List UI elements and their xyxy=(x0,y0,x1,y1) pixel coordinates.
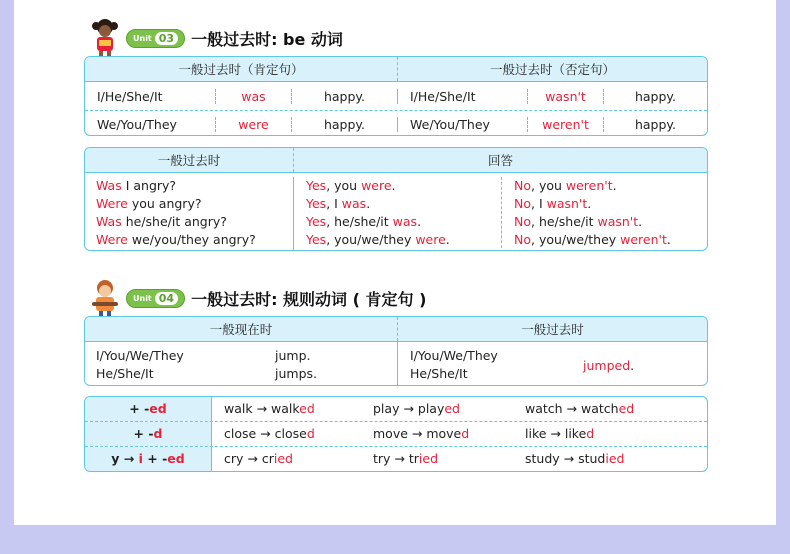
answer-line: No, you/we/they weren't. xyxy=(514,232,671,247)
regular-verbs-table xyxy=(84,316,708,386)
past-verb: jumped. xyxy=(583,357,635,373)
questions-column xyxy=(85,177,293,249)
answer-line: No, you weren't. xyxy=(514,178,617,193)
be-questions-table xyxy=(84,147,708,251)
question-header: 一般过去时 xyxy=(157,153,221,168)
answer-line: Yes, you/we/they were. xyxy=(306,232,450,247)
example-word: play → played xyxy=(373,401,460,416)
qa-body xyxy=(85,173,707,251)
example-word: walk → walked xyxy=(211,397,361,421)
affirmative-header: 一般过去时（肯定句） xyxy=(178,62,304,77)
answer-line: Yes, I was. xyxy=(306,196,371,211)
past-subjects: I/You/We/They He/She/It xyxy=(397,342,583,386)
answer-line: Yes, he/she/it was. xyxy=(306,214,422,229)
girl-avatar-icon xyxy=(88,18,122,58)
example-word: watch → watched xyxy=(525,401,635,416)
question-line: Were you angry? xyxy=(96,196,202,211)
table-row: We/You/They were happy. We/You/They weren't happy. xyxy=(85,110,707,136)
unit03-title: 一般过去时: be 动词 xyxy=(191,29,343,49)
present-subjects: I/You/We/They He/She/It xyxy=(96,348,184,381)
present-verbs: jump. jumps. xyxy=(275,348,317,381)
table-row xyxy=(85,421,707,446)
example-word: move → moved xyxy=(373,426,470,441)
table-row xyxy=(85,342,707,386)
example-word: like → liked xyxy=(525,426,595,441)
question-line: Was I angry? xyxy=(96,178,177,193)
example-word: close → closed xyxy=(211,422,361,446)
answer-line: No, I wasn't. xyxy=(514,196,592,211)
spelling-rules-table xyxy=(84,396,708,472)
boy-avatar-icon xyxy=(88,278,122,318)
rule-label: y → i + -ed xyxy=(85,447,211,471)
past-header: 一般过去时 xyxy=(397,317,707,341)
page xyxy=(14,0,776,525)
unit04-title: 一般过去时: 规则动词 ( 肯定句 ) xyxy=(191,289,427,309)
no-answers-column xyxy=(501,177,707,251)
answer-line: Yes, you were. xyxy=(306,178,396,193)
table-row: I/He/She/It was happy. I/He/She/It wasn't happy. xyxy=(85,82,707,110)
answer-header: 回答 xyxy=(293,148,707,172)
question-line: Were we/you/they angry? xyxy=(96,232,256,247)
table-row xyxy=(85,446,707,471)
answer-line: No, he/she/it wasn't. xyxy=(514,214,643,229)
unit03-badge: Unit 03 xyxy=(126,29,185,48)
example-word: try → tried xyxy=(373,451,439,466)
present-header: 一般现在时 xyxy=(209,322,273,337)
unit04-badge: Unit 04 xyxy=(126,289,185,308)
question-line: Was he/she/it angry? xyxy=(96,214,227,229)
example-word: study → studied xyxy=(525,451,625,466)
rule-label: + -d xyxy=(85,422,211,446)
unit03-header xyxy=(88,18,343,58)
negative-header: 一般过去时（否定句） xyxy=(397,57,707,81)
example-word: cry → cried xyxy=(211,447,361,471)
table-row xyxy=(85,397,707,421)
unit04-header xyxy=(88,278,426,318)
be-verb-table xyxy=(84,56,708,136)
yes-answers-column xyxy=(293,177,501,251)
rule-label: + -ed xyxy=(85,397,211,421)
